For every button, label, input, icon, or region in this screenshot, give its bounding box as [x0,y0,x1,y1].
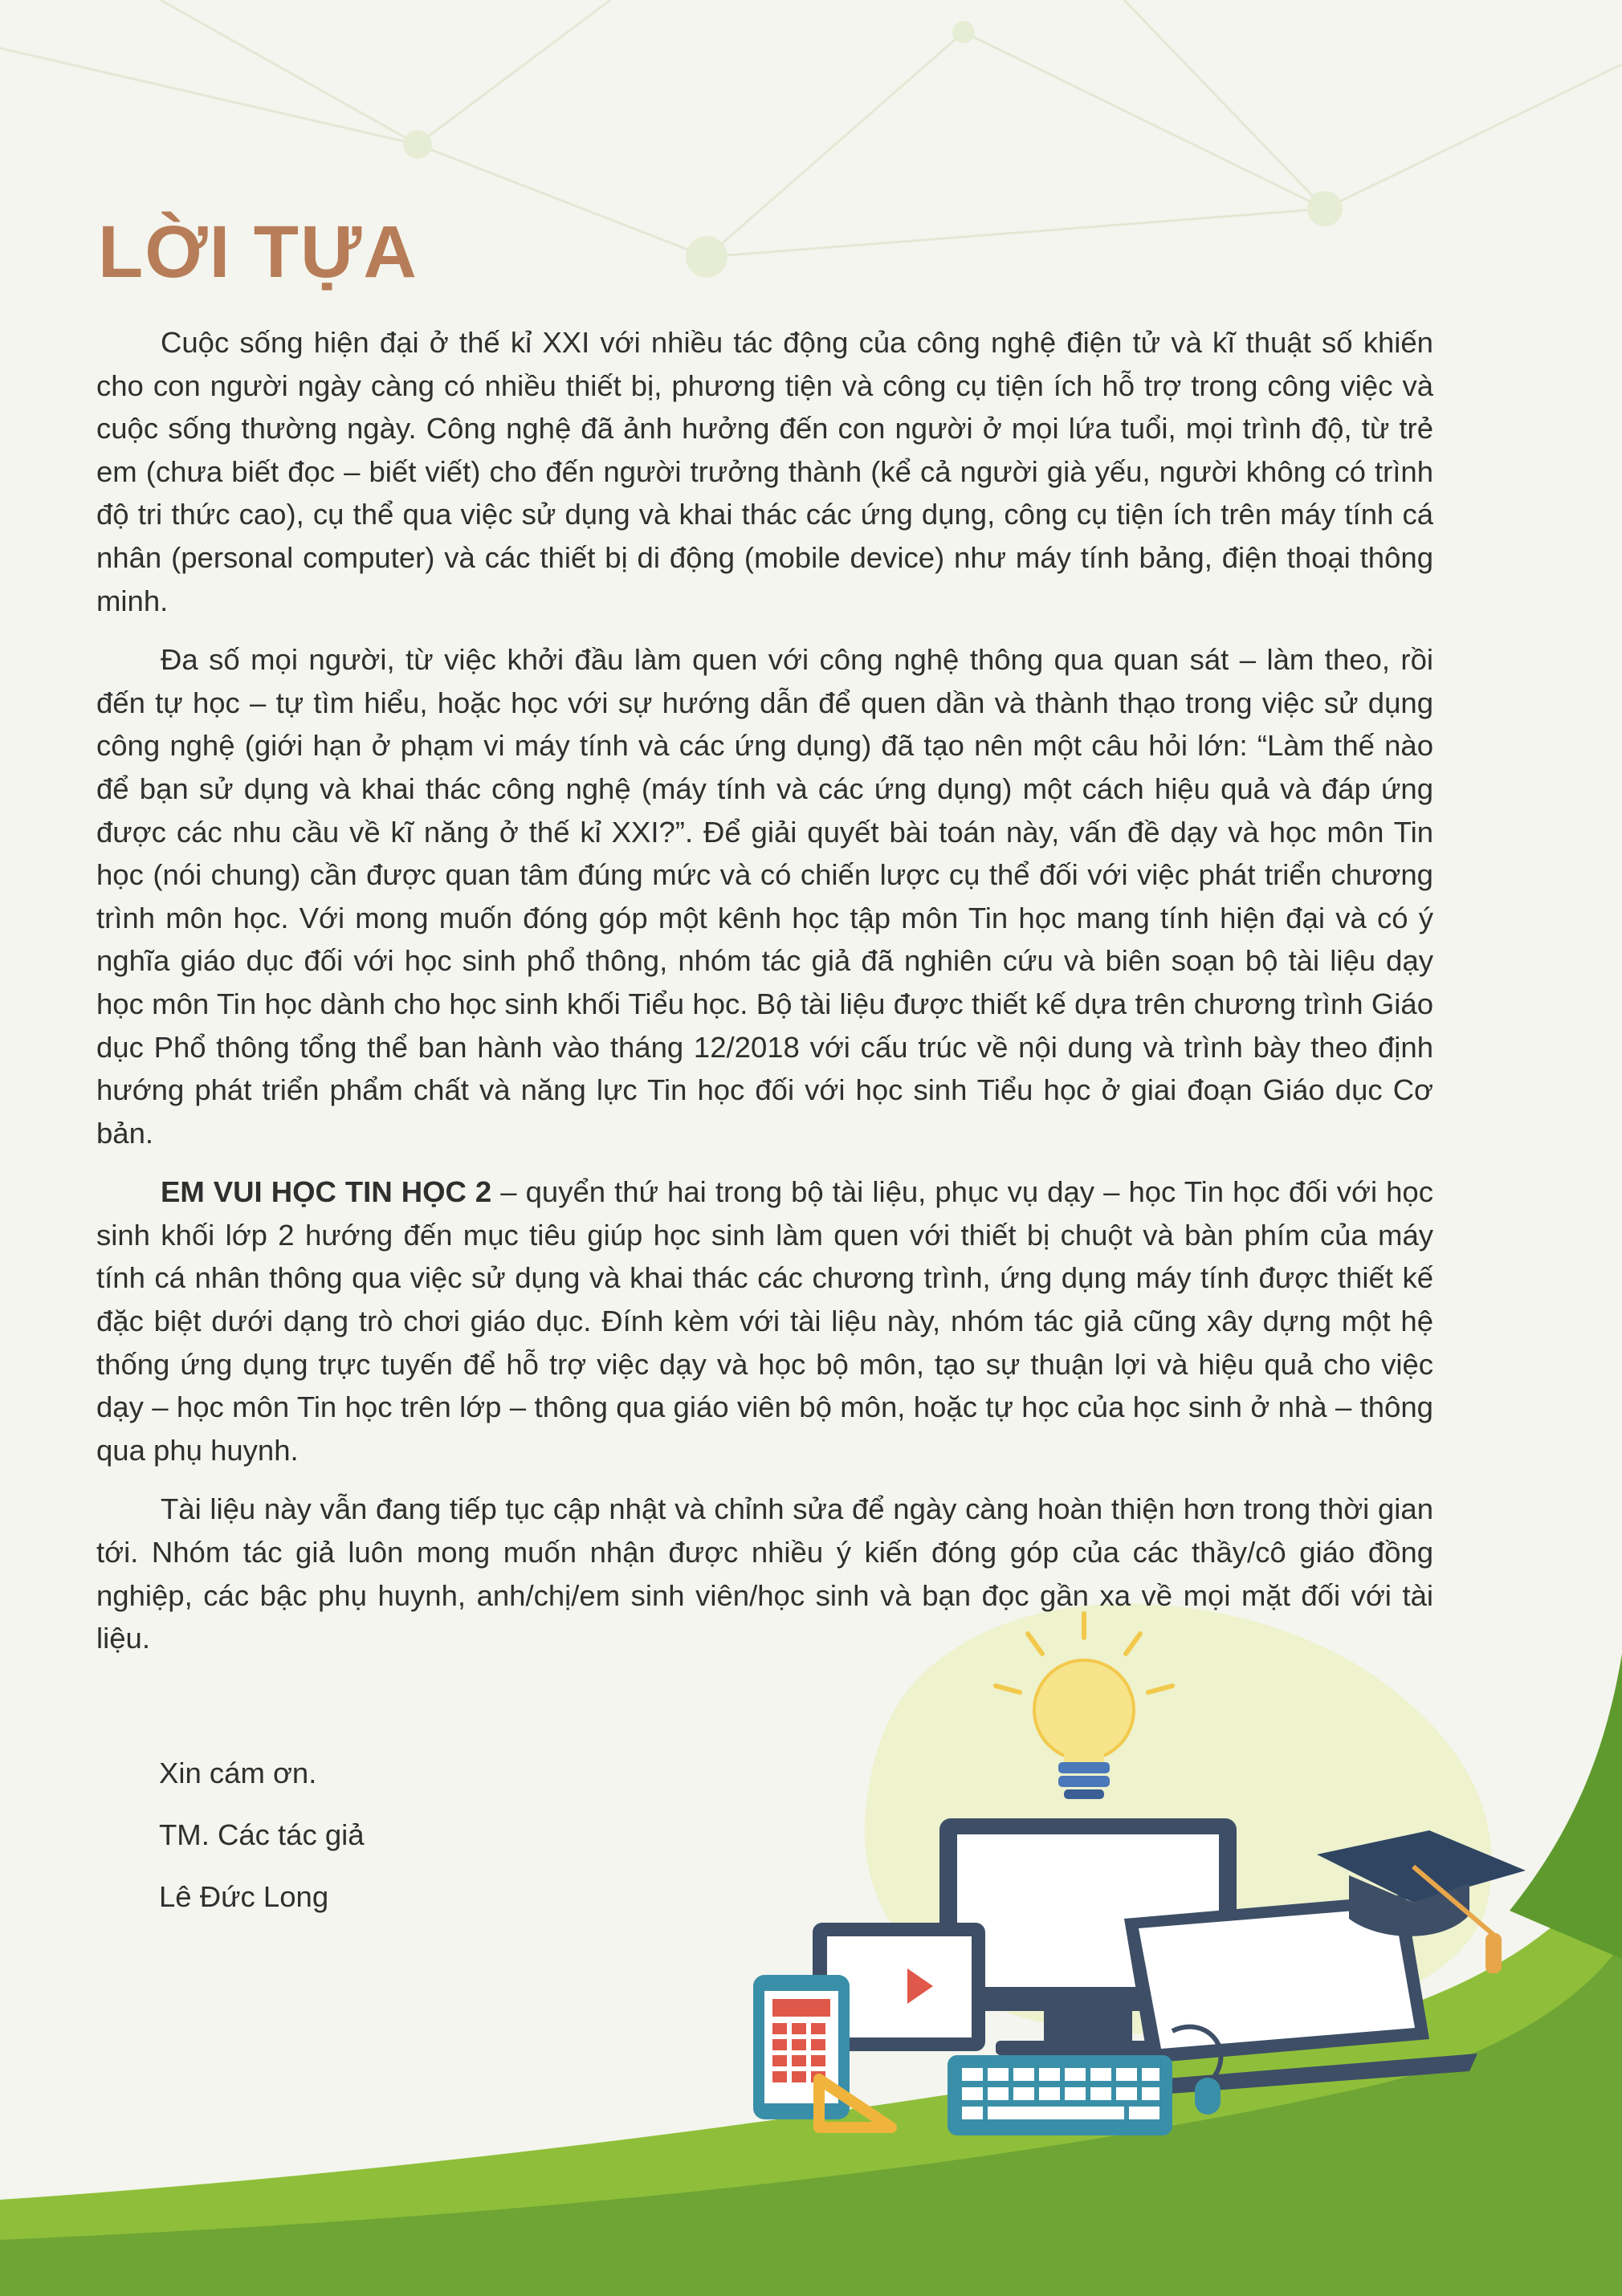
paragraph-4-text: Tài liệu này vẫn đang tiếp tục cập nhật và chỉnh sửa để ngày càng hoàn thiện hơn trong thời gian tới. Nhóm tác giả luôn mong muốn nhận được nhiều ý kiến đóng góp của các thầy/cô giáo đồng nghiệp, các bậc phụ huynh, anh/chị/em sinh viên/học sinh và bạn đọc gần xa về mọi mặt đối với tài liệu. [96,1492,1433,1655]
thanks-line: Xin cám ơn. [159,1757,317,1789]
foreword-body [96,321,1433,1676]
paragraph-2-text: Đa số mọi người, từ việc khởi đầu làm quen với công nghệ thông qua quan sát – làm theo, rồi đến tự học – tự tìm hiểu, hoặc học với sự hướng dẫn để quen dần và thành thạo trong việc sử dụng công nghệ (giới hạn ở phạm vi máy tính và các ứng dụng) đã tạo nên một câu hỏi lớn: “Làm thế nào để bạn sử dụng và khai thác công nghệ (máy tính và các ứng dụng) một cách hiệu quả và đáp ứng được các nhu cầu về kĩ năng ở thế kỉ XXI?”. Để giải quyết bài toán này, vấn đề dạy và học môn Tin học (nói chung) cần được quan tâm đúng mức và có chiến lược cụ thể đối với việc phát triển chương trình môn học. Với mong muốn đóng góp một kênh học tập môn Tin học mang tính hiện đại và có ý nghĩa giáo dục đối với học sinh phổ thông, nhóm tác giả đã nghiên cứu và biên soạn bộ tài liệu dạy học môn Tin học dành cho học sinh khối Tiểu học. Bộ tài liệu được thiết kế dựa trên chương trình Giáo dục Phổ thông tổng thể ban hành vào tháng 12/2018 với cấu trúc về nội dung và trình bày theo định hướng phát triển phẩm chất và năng lực Tin học đối với học sinh Tiểu học ở giai đoạn Giáo dục Cơ bản. [96,643,1433,1150]
paragraph-1-text: Cuộc sống hiện đại ở thế kỉ XXI với nhiều tác động của công nghệ điện tử và kĩ thuật số khiến cho con người ngày càng có nhiều thiết bị, phương tiện và công cụ tiện ích hỗ trợ trong công việc và cuộc sống thường ngày. Công nghệ đã ảnh hưởng đến con người ở mọi lứa tuổi, mọi trình độ, từ trẻ em (chưa biết đọc – biết viết) cho đến người trưởng thành (kể cả người già yếu, người không có trình độ tri thức cao), cụ thể qua việc sử dụng và khai thác các ứng dụng, công cụ tiện ích trên máy tính cá nhân (personal computer) và các thiết bị di động (mobile device) như máy tính bảng, điện thoại thông minh. [96,326,1433,617]
keyboard-icon [948,2055,1172,2135]
author-name: Lê Đức Long [159,1880,329,1913]
paragraph-1 [96,321,1433,622]
page-title: LỜI TỰA [98,211,418,293]
paragraph-2 [96,638,1433,1154]
paragraph-3-text: – quyển thứ hai trong bộ tài liệu, phục vụ dạy – học Tin học đối với học sinh khối lớp 2 hướng đến mục tiêu giúp học sinh làm quen với thiết bị chuột và bàn phím của máy tính cá nhân thông qua việc sử dụng và khai thác các chương trình, ứng dụng máy tính được thiết kế đặc biệt dưới dạng trò chơi giáo dục. Đính kèm với tài liệu này, nhóm tác giả cũng xây dựng một hệ thống ứng dụng trực tuyến để hỗ trợ việc dạy và học bộ môn, tạo sự thuận lợi và hiệu quả cho việc dạy – học môn Tin học trên lớp – thông qua giáo viên bộ môn, hoặc tự học của học sinh ở nhà – thông qua phụ huynh. [96,1175,1433,1467]
calculator-phone-icon [753,1975,850,2119]
signature-block [159,1742,365,1928]
technology-illustration [723,1598,1542,2160]
paragraph-3 [96,1170,1433,1472]
on-behalf-line: TM. Các tác giả [159,1818,365,1851]
lightbulb-icon [996,1614,1172,1799]
book-title-bold: EM VUI HỌC TIN HỌC 2 [161,1175,492,1209]
